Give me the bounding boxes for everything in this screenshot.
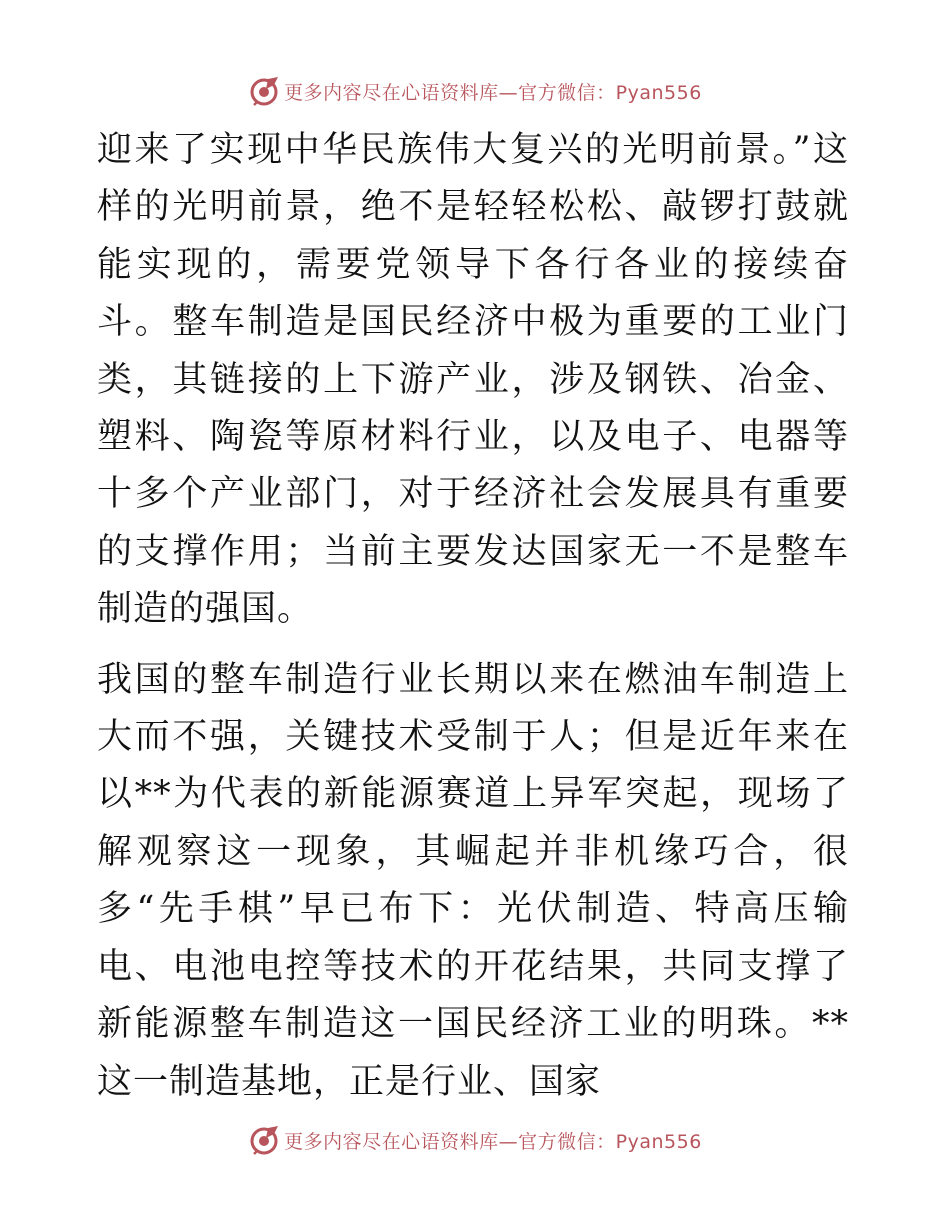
footer-banner [0, 1120, 950, 1160]
quill-seal-icon [248, 75, 280, 107]
header-banner [0, 71, 950, 111]
quill-seal-icon [248, 1124, 280, 1156]
header-banner-text: 更多内容尽在心语资料库—官方微信：Pyan556 [284, 81, 702, 104]
footer-banner-text: 更多内容尽在心语资料库—官方微信：Pyan556 [284, 1130, 702, 1153]
paragraph-1: 迎来了实现中华民族伟大复兴的光明前景。”这样的光明前景，绝不是轻轻松松、敲锣打鼓就能实现的，需要党领导下各行各业的接续奋斗。整车制造是国民经济中极为重要的工业门类，其链接的上下游产业，涉及钢铁、冶金、塑料、陶瓷等原材料行业，以及电子、电器等十多个产业部门，对于经济社会发展具有重要的支撑作用；当前主要发达国家无一不是整车制造的强国。 [97, 130, 849, 630]
document-body [97, 122, 849, 1111]
paragraph-2: 我国的整车制造行业长期以来在燃油车制造上大而不强，关键技术受制于人；但是近年来在以**为代表的新能源赛道上异军突起，现场了解观察这一现象，其崛起并非机缘巧合，很多“先手棋”早已布下：光伏制造、特高压输电、电池电控等技术的开花结果，共同支撑了新能源整车制造这一国民经济工业的明珠。**这一制造基地，正是行业、国家 [97, 659, 849, 1102]
